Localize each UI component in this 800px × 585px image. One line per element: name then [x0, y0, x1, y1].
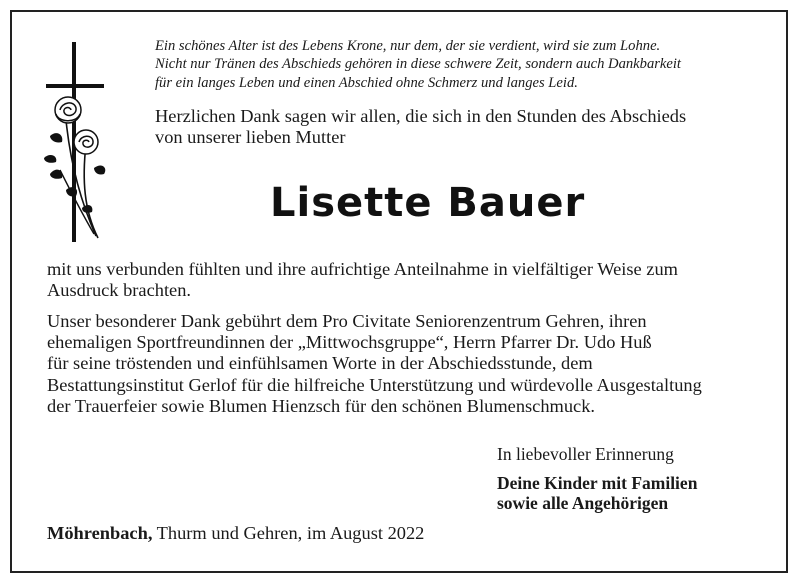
paragraph-line: der Trauerfeier sowie Blumen Hienzsch für den schönen Blumenschmuck.: [47, 395, 596, 416]
motto-verse: [155, 37, 765, 92]
intro-line: Herzlichen Dank sagen wir allen, die sich in den Stunden des Abschieds: [155, 106, 687, 126]
intro-line: von unserer lieben Mutter: [155, 127, 346, 148]
motto-line: Ein schönes Alter ist des Lebens Krone, nur dem, der sie verdient, wird sie zum Lohne.: [155, 38, 661, 54]
place-and-date: [47, 523, 424, 544]
paragraph-sympathy: [47, 259, 767, 301]
paragraph-line: Ausdruck brachten.: [47, 280, 192, 301]
cross-with-roses-icon: [36, 40, 114, 246]
closing-block: [497, 444, 767, 513]
signature-line: sowie alle Angehörigen: [497, 493, 669, 513]
place-town: Möhrenbach,: [47, 523, 153, 543]
paragraph-line: mit uns verbunden fühlten und ihre aufrichtige Anteilnahme in vielfältiger Weise zum: [47, 259, 678, 279]
deceased-name: Lisette Bauer: [270, 180, 586, 226]
signature-line: Deine Kinder mit Familien: [497, 473, 698, 493]
paragraph-line: Bestattungsinstitut Gerlof für die hilfreiche Unterstützung und würdevolle Ausgestaltung: [47, 374, 702, 395]
paragraph-line: Unser besonderer Dank gebührt dem Pro Civitate Seniorenzentrum Gehren, ihren: [47, 311, 647, 331]
motto-line: für ein langes Leben und einen Abschied ohne Schmerz und langes Leid.: [155, 74, 578, 91]
intro-text: [155, 106, 765, 148]
paragraph-line: ehemaligen Sportfreundinnen der „Mittwochsgruppe“, Herrn Pfarrer Dr. Udo Huß: [47, 332, 652, 353]
place-rest: Thurm und Gehren, im August 2022: [152, 523, 425, 543]
paragraph-thanks: [47, 311, 767, 417]
closing-greeting: In liebevoller Erinnerung: [497, 444, 674, 464]
paragraph-line: für seine tröstenden und einfühlsamen Worte in der Abschiedsstunde, dem: [47, 353, 593, 374]
motto-line: Nicht nur Tränen des Abschieds gehören in diese schwere Zeit, sondern auch Dankbarkeit: [155, 56, 681, 73]
